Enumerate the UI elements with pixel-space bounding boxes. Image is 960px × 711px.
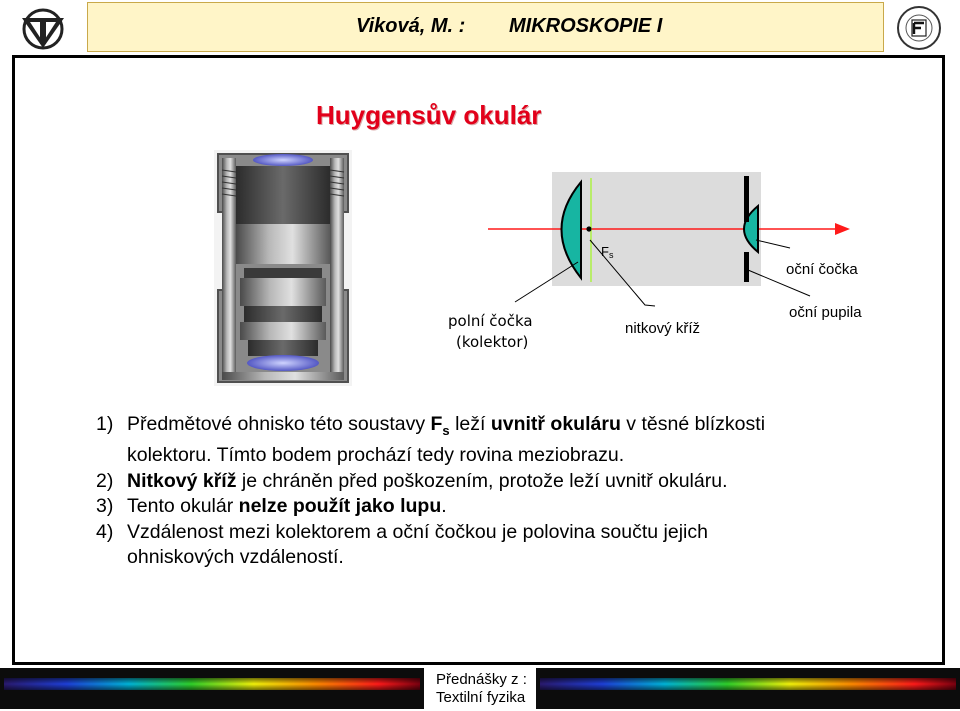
footer-line-1: Přednášky z :: [436, 671, 527, 688]
point-4-number: 4): [96, 520, 114, 543]
label-ocni-cocka: oční čočka: [786, 261, 858, 278]
axis-arrow-icon: [835, 223, 850, 235]
point-1-text-e: v těsné blízkosti: [620, 413, 766, 435]
body-text: [96, 412, 926, 570]
point-2: [96, 469, 926, 494]
point-1-line2: kolektoru. Tímto bodem prochází tedy rovina meziobrazu.: [127, 444, 625, 467]
header-bar: [87, 2, 884, 52]
point-1-text-c: leží: [449, 413, 491, 435]
fs-label: Fs: [601, 244, 614, 260]
point-2-bold: Nitkový kříž: [127, 469, 237, 492]
point-3: [96, 494, 926, 519]
university-logo: [18, 8, 68, 55]
header-course: MIKROSKOPIE I: [509, 15, 663, 37]
footer-line-2: Textilní fyzika: [436, 689, 526, 706]
point-3-text-c: .: [441, 495, 447, 518]
point-1-fs: F: [430, 413, 443, 435]
eyepiece-cross-section-image: [214, 150, 352, 391]
point-1-number: 1): [96, 413, 114, 435]
point-1-fs-sub: s: [442, 423, 450, 438]
label-ocni-pupila: oční pupila: [789, 304, 862, 321]
label-polni-cocka: polní čočka: [448, 312, 533, 330]
faculty-seal-logo: [897, 6, 941, 50]
label-nitkovy-kriz: nitkový kříž: [625, 320, 701, 337]
point-2-text: je chráněn před poškozením, protože leží uvnitř okuláru.: [236, 469, 728, 492]
footer-text: [436, 671, 527, 707]
point-1-text-a: Předmětové ohnisko této soustavy: [127, 413, 431, 435]
point-4: [96, 520, 926, 545]
point-4-text: Vzdálenost mezi kolektorem a oční čočkou je polovina součtu jejich: [127, 520, 708, 543]
point-3-text-a: Tento okulár: [127, 495, 239, 518]
eye-pupil-top: [744, 176, 749, 222]
point-1: [96, 412, 926, 443]
point-3-bold: nelze použít jako lupu: [238, 495, 442, 518]
focal-point-marker: [586, 226, 591, 231]
point-3-number: 3): [96, 495, 114, 518]
footer-rainbow-right: [536, 668, 960, 709]
page-title: Huygensův okulár: [316, 100, 542, 130]
footer-rainbow-left: [0, 668, 424, 709]
label-kolektor: (kolektor): [456, 333, 529, 351]
point-1-bold: uvnitř okuláru: [490, 413, 621, 435]
header-author: Viková, M. :: [356, 15, 466, 37]
fs-label-subscript: s: [608, 250, 614, 260]
point-2-number: 2): [96, 469, 114, 492]
eye-pupil-bottom: [744, 252, 749, 282]
point-4-line2: ohniskových vzdáleností.: [127, 546, 344, 569]
slide-frame: [12, 55, 945, 665]
